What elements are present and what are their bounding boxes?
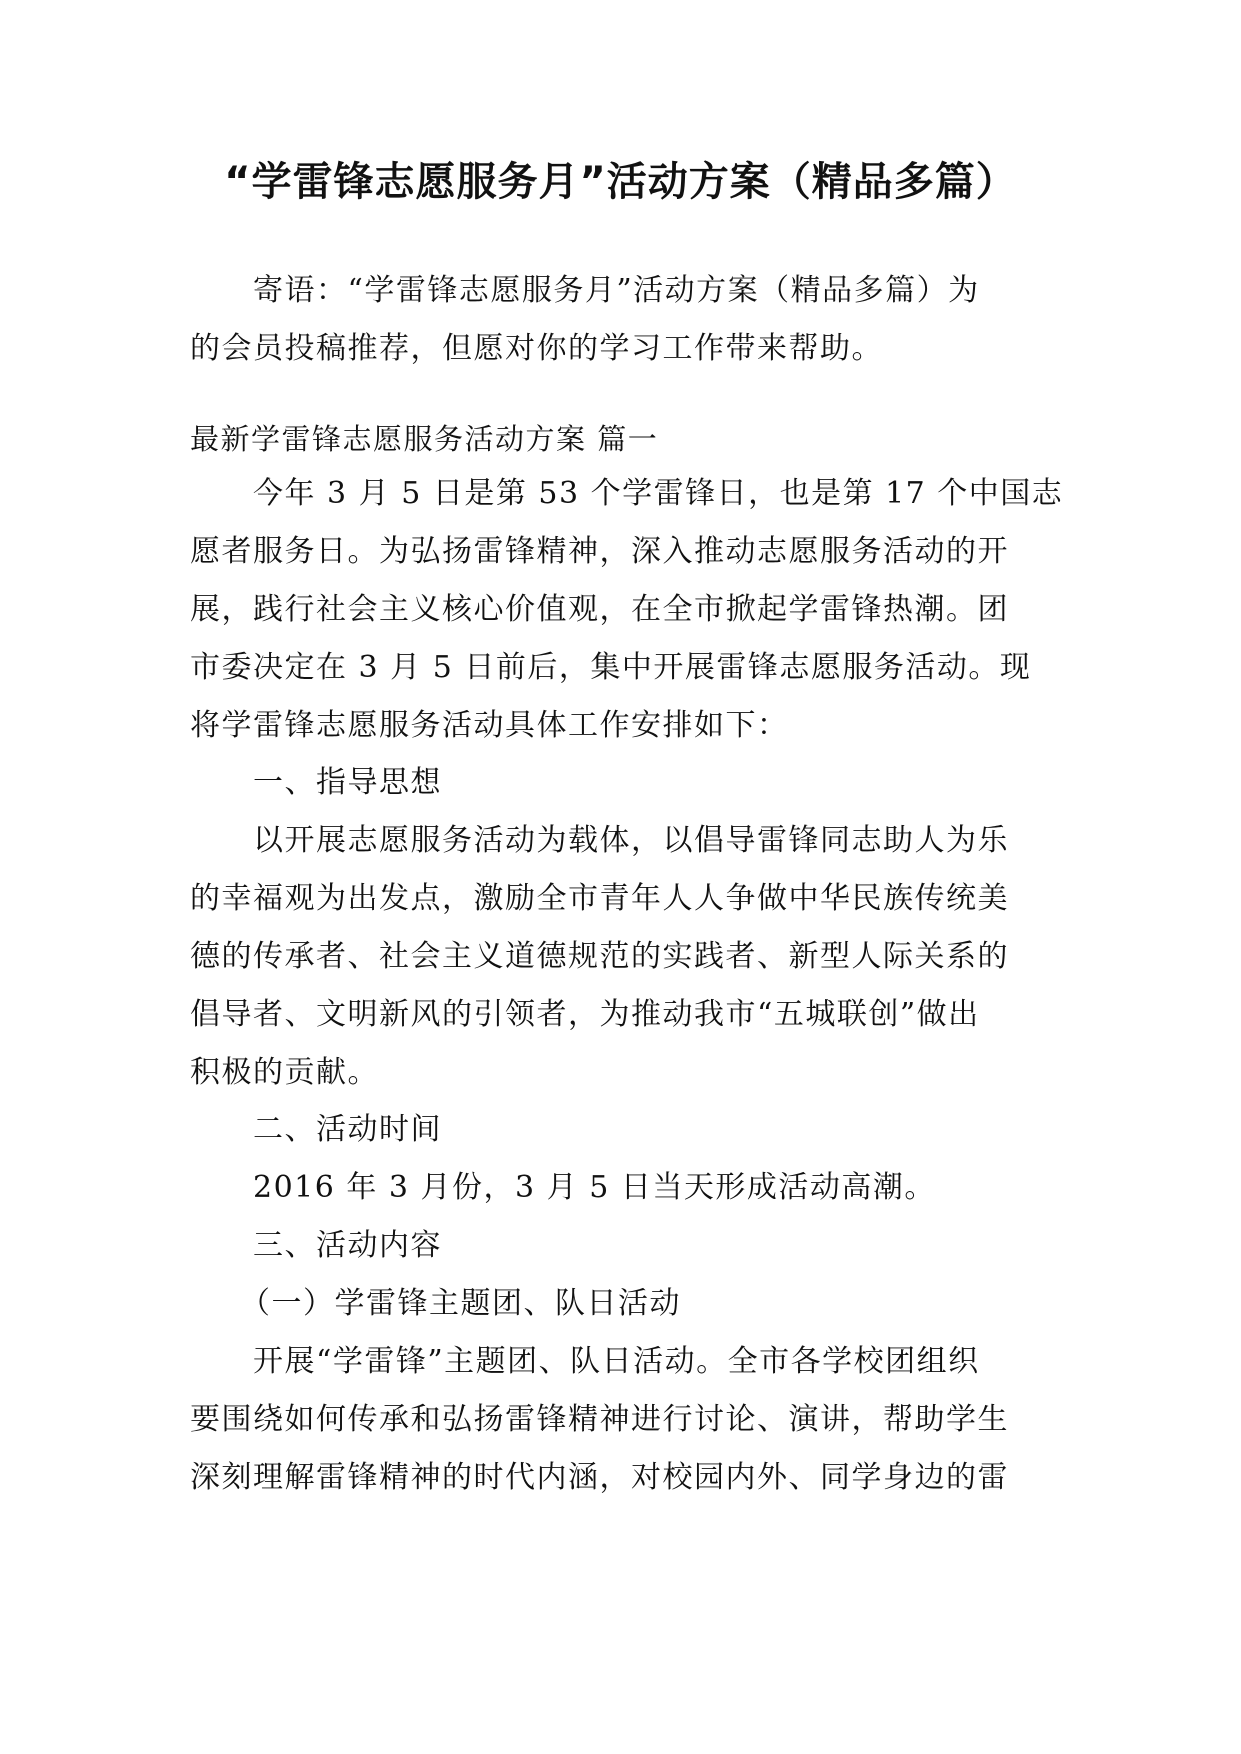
heading-activity-time: 二、活动时间 bbox=[253, 1112, 442, 1147]
intro-line-4: 市委决定在 3 月 5 日前后，集中开展雷锋志愿服务活动。现 bbox=[190, 650, 1032, 685]
p3-line-3: 深刻理解雷锋精神的时代内涵，对校园内外、同学身边的雷 bbox=[190, 1460, 1009, 1495]
heading-activity-content: 三、活动内容 bbox=[253, 1228, 442, 1263]
preface-line-2: 的会员投稿推荐，但愿对你的学习工作带来帮助。 bbox=[190, 331, 883, 366]
intro-line-1: 今年 3 月 5 日是第 53 个学雷锋日，也是第 17 个中国志 bbox=[253, 476, 1064, 511]
preface-line-1: 寄语：“学雷锋志愿服务月”活动方案（精品多篇）为 bbox=[253, 273, 980, 308]
heading-guiding-ideology: 一、指导思想 bbox=[253, 765, 442, 800]
p1-line-5: 积极的贡献。 bbox=[190, 1055, 379, 1090]
document-title: “学雷锋志愿服务月”活动方案（精品多篇） bbox=[224, 159, 1017, 205]
section-heading: 最新学雷锋志愿服务活动方案 篇一 bbox=[190, 422, 659, 456]
p2-line: 2016 年 3 月份，3 月 5 日当天形成活动高潮。 bbox=[253, 1170, 936, 1205]
p1-line-2: 的幸福观为出发点，激励全市青年人人争做中华民族传统美 bbox=[190, 881, 1009, 916]
p1-line-1: 以开展志愿服务活动为载体，以倡导雷锋同志助人为乐 bbox=[253, 823, 1009, 858]
intro-line-3: 展，践行社会主义核心价值观，在全市掀起学雷锋热潮。团 bbox=[190, 592, 1009, 627]
p3-line-1: 开展“学雷锋”主题团、队日活动。全市各学校团组织 bbox=[253, 1344, 980, 1379]
p3-line-2: 要围绕如何传承和弘扬雷锋精神进行讨论、演讲，帮助学生 bbox=[190, 1402, 1009, 1437]
intro-line-5: 将学雷锋志愿服务活动具体工作安排如下： bbox=[190, 708, 789, 743]
p1-line-4: 倡导者、文明新风的引领者，为推动我市“五城联创”做出 bbox=[190, 997, 980, 1032]
subheading-theme-day: （一）学雷锋主题团、队日活动 bbox=[240, 1286, 681, 1321]
p1-line-3: 德的传承者、社会主义道德规范的实践者、新型人际关系的 bbox=[190, 939, 1009, 974]
intro-line-2: 愿者服务日。为弘扬雷锋精神，深入推动志愿服务活动的开 bbox=[190, 534, 1009, 569]
